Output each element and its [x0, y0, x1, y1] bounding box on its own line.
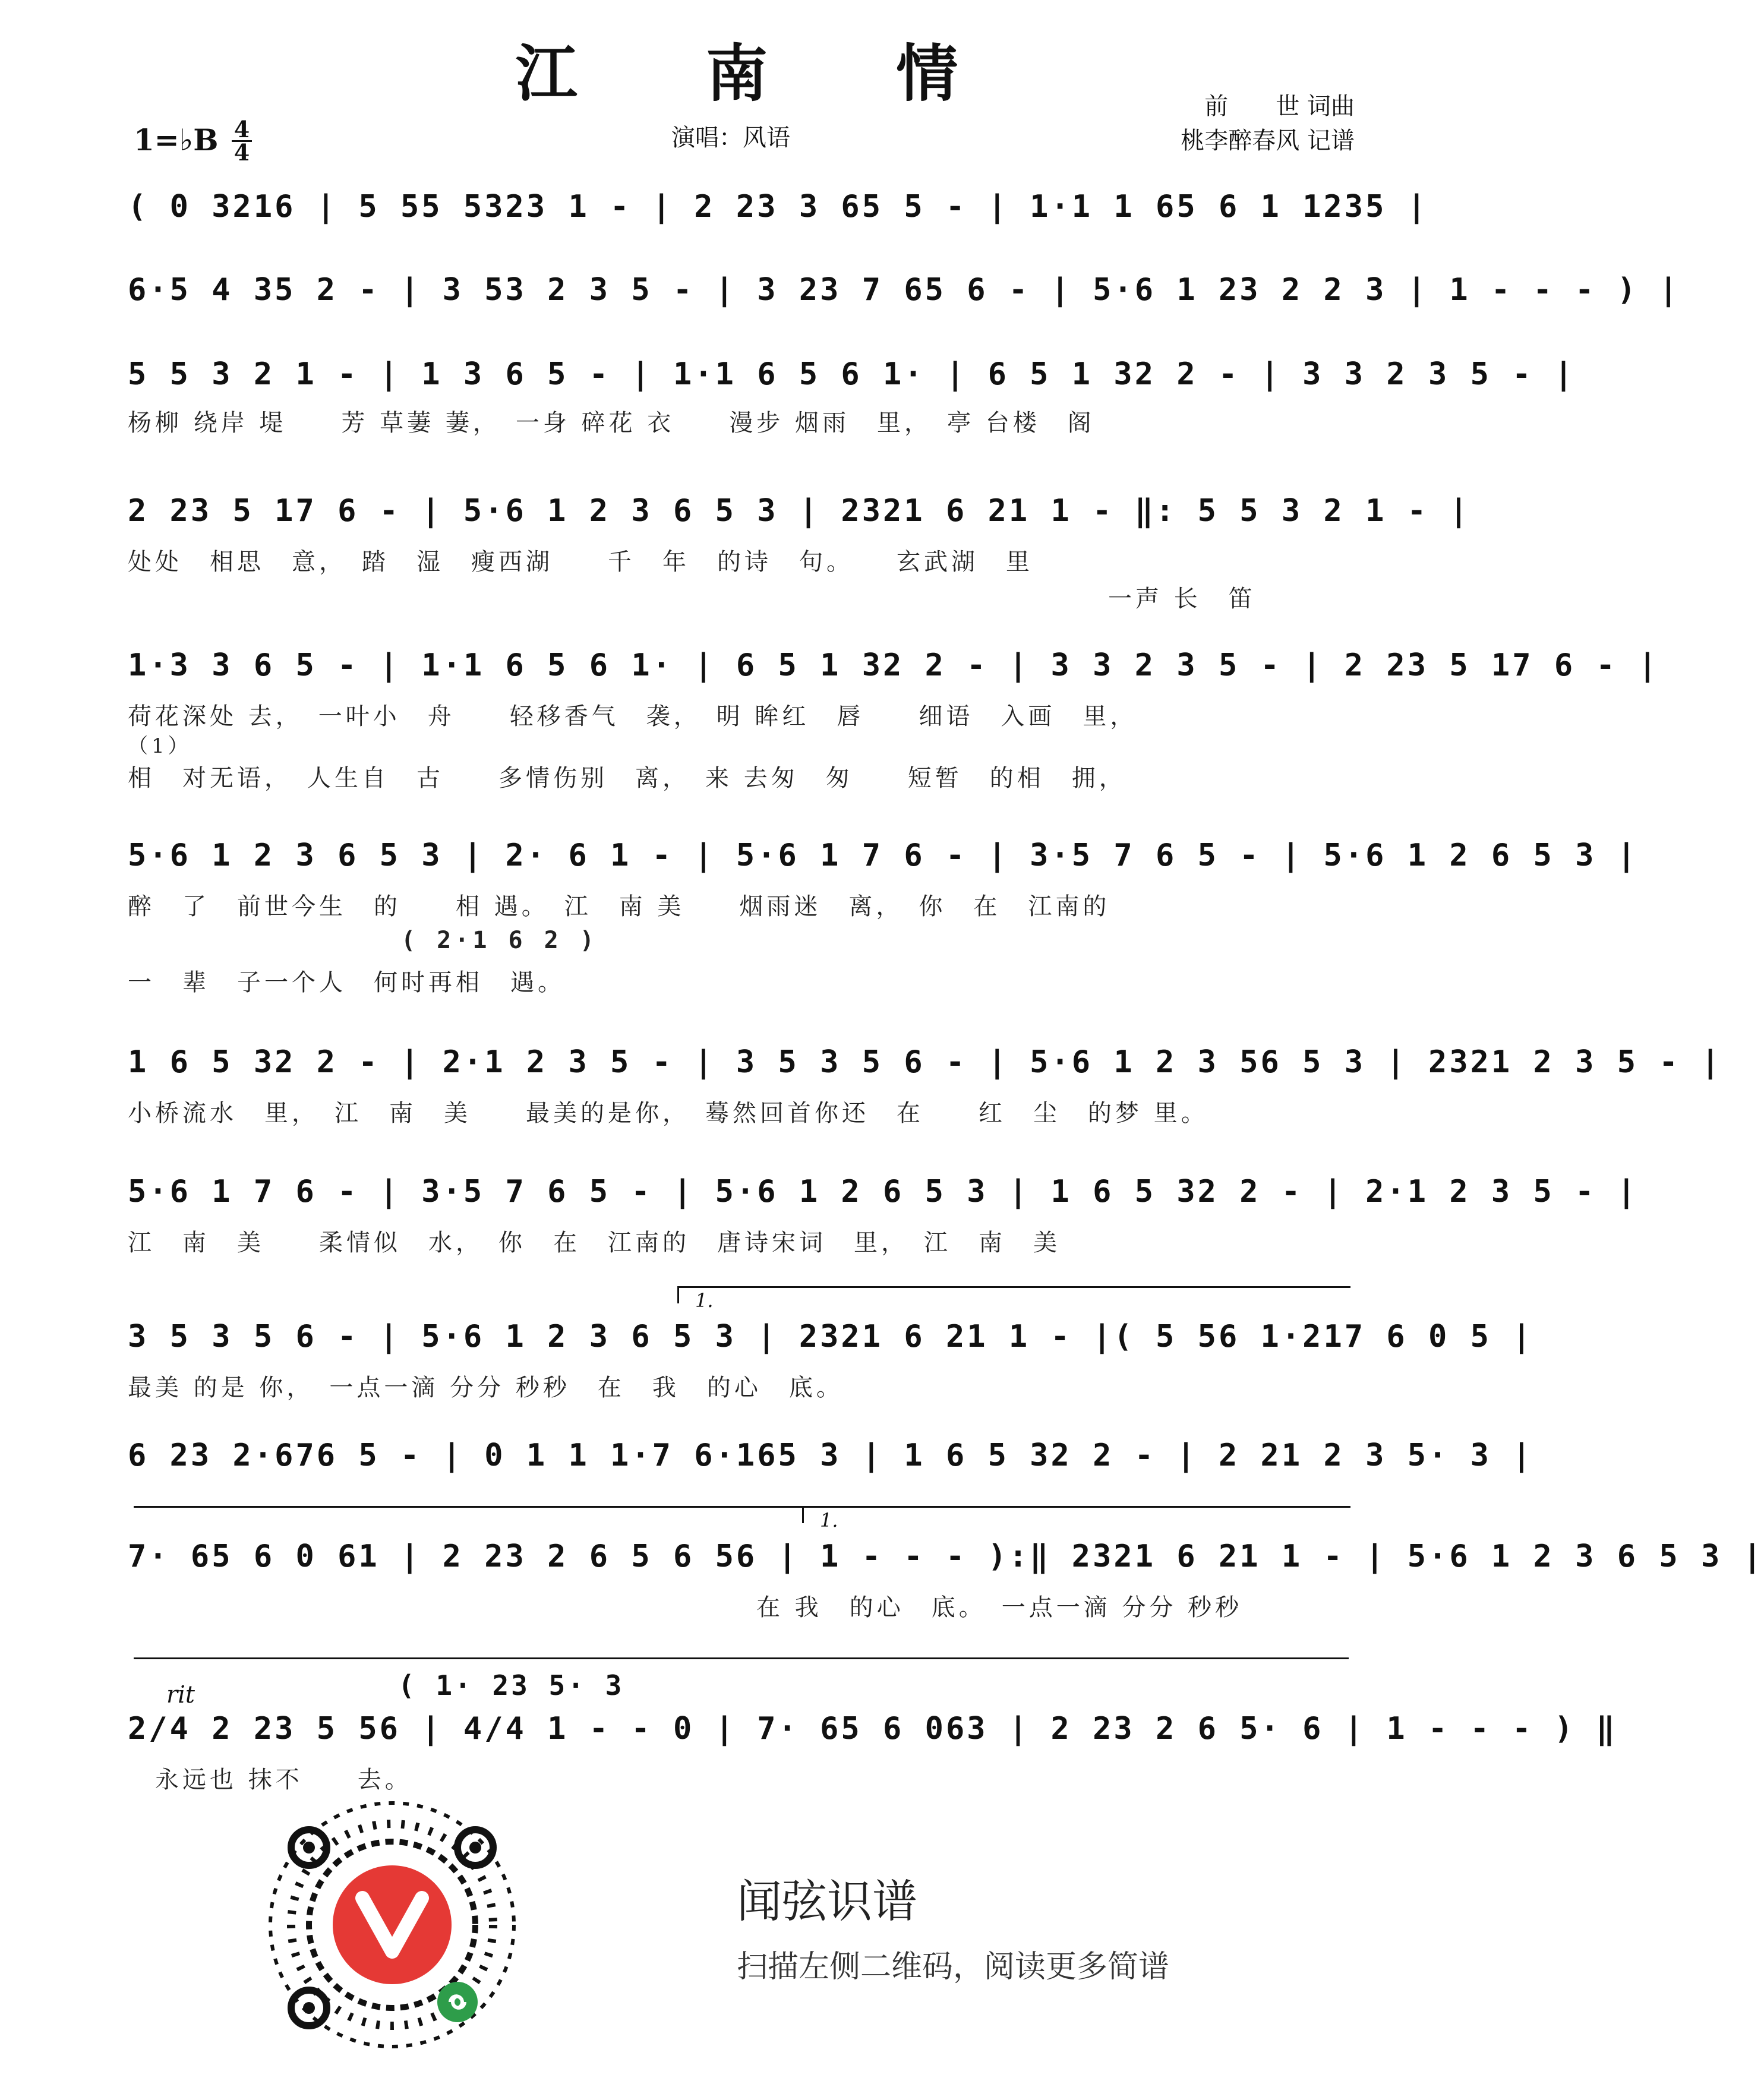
notes-row: 1 6 5 32 2 - | 2·1 2 3 5 - | 3 5 3 5 6 - | 5·6 1 2 3 56 5 3 | 2321 2 3 5 - |	[128, 1044, 1722, 1080]
time-denominator: 4	[233, 139, 250, 166]
lyric-line-2: 相 对无语， 人生自 古 多情伤别 离， 来 去匆 匆 短暂 的相 拥，	[128, 765, 1126, 792]
brand-subtitle: 扫描左侧二维码，阅读更多简谱	[737, 1949, 1170, 1985]
lyric-line-1: 处处 相思 意， 踏 湿 瘦西湖 千 年 的诗 句。 玄武湖 里	[128, 548, 1033, 576]
ossia-notes: ( 1· 23 5· 3	[398, 1669, 624, 1701]
notes-row: 5·6 1 7 6 - | 3·5 7 6 5 - | 5·6 1 2 6 5 3 | 1 6 5 32 2 - | 2·1 2 3 5 - |	[128, 1174, 1639, 1210]
song-title: 江 南 情	[515, 37, 1012, 110]
notes-row: 6 23 2·676 5 - | 0 1 1 1·7 6·165 3 | 1 6 5 32 2 - | 2 21 2 3 5· 3 |	[128, 1438, 1533, 1473]
singer: 演唱：风语	[671, 124, 790, 151]
lyric-line-1: 永远也 抹不 去。	[128, 1766, 412, 1793]
lyric-line-2: 一声 长 笛	[1108, 585, 1256, 612]
credits	[1181, 89, 1355, 158]
first-ending-bracket	[677, 1286, 1350, 1303]
qr-code-icon	[261, 1794, 523, 2055]
notes-row: 5 5 3 2 1 - | 1 3 6 5 - | 1·1 6 5 6 1· | 6 5 1 32 2 - | 3 3 2 3 5 - |	[128, 356, 1576, 392]
lyric-line-1: 在 我 的心 底。 一点一滴 分分 秒秒	[128, 1594, 1243, 1621]
notes-row: 5·6 1 2 3 6 5 3 | 2· 6 1 - | 5·6 1 7 6 - | 3·5 7 6 5 - | 5·6 1 2 6 5 3 |	[128, 838, 1639, 873]
first-ending-bracket-2	[802, 1506, 1350, 1523]
lyric-line-1: 杨柳 绕岸 堤 芳 草萋 萋， 一身 碎花 衣 漫步 烟雨 里， 亭 台楼 阁	[128, 409, 1095, 437]
key-signature: 1=♭B	[134, 122, 219, 157]
lyric-line-1: 小桥流水 里， 江 南 美 最美的是你， 蓦然回首你还 在 红 尘 的梦 里。	[128, 1100, 1208, 1127]
verse-marker: （1）	[128, 734, 192, 758]
notes-row: 2 23 5 17 6 - | 5·6 1 2 3 6 5 3 | 2321 6 21 1 - ‖: 5 5 3 2 1 - |	[128, 493, 1470, 529]
lyricist-composer: 前 世 词曲	[1204, 93, 1355, 120]
first-ending-label: 1.	[695, 1289, 714, 1312]
notes-row: 2/4 2 23 5 56 | 4/4 1 - - 0 | 7· 65 6 063 | 2 23 2 6 5· 6 | 1 - - - ) ‖	[128, 1711, 1617, 1747]
lyric-line-1: 最美 的是 你， 一点一滴 分分 秒秒 在 我 的心 底。	[128, 1374, 844, 1401]
brand-name: 闻弦识谱	[737, 1875, 917, 1928]
notes-row: ( 0 3216 | 5 55 5323 1 - | 2 23 3 65 5 - | 1·1 1 65 6 1 1235 |	[128, 189, 1429, 225]
notes-row: 1·3 3 6 5 - | 1·1 6 5 6 1· | 6 5 1 32 2 - | 3 3 2 3 5 - | 2 23 5 17 6 - |	[128, 648, 1659, 683]
rit-marking: rit	[166, 1681, 195, 1709]
time-numerator: 4	[233, 116, 250, 143]
notes-row: 7· 65 6 0 61 | 2 23 2 6 5 6 56 | 1 - - - ):‖ 2321 6 21 1 - | 5·6 1 2 3 6 5 3 |	[128, 1539, 1764, 1574]
lyric-line-1: 荷花深处 去， 一叶小 舟 轻移香气 袭， 明 眸红 唇 细语 入画 里，	[128, 703, 1138, 730]
transcriber: 桃李醉春风 记谱	[1181, 127, 1355, 154]
lyric-line-1: 醉 了 前世今生 的 相 遇。 江 南 美 烟雨迷 离， 你 在 江南的	[128, 893, 1110, 920]
first-ending-label-2: 1.	[820, 1509, 838, 1532]
notes-row: 3 5 3 5 6 - | 5·6 1 2 3 6 5 3 | 2321 6 21 1 - |( 5 56 1·217 6 0 5 |	[128, 1319, 1533, 1354]
lyric-line-2: 一 辈 子一个人 何时再相 遇。	[128, 969, 565, 996]
lyric-line-1: 江 南 美 柔情似 水， 你 在 江南的 唐诗宋词 里， 江 南 美	[128, 1229, 1061, 1256]
notes-row: 6·5 4 35 2 - | 3 53 2 3 5 - | 3 23 7 65 6 - | 5·6 1 23 2 2 3 | 1 - - - ) |	[128, 272, 1680, 308]
time-signature	[232, 116, 252, 166]
ossia-notes: ( 2·1 6 2 )	[401, 927, 598, 954]
